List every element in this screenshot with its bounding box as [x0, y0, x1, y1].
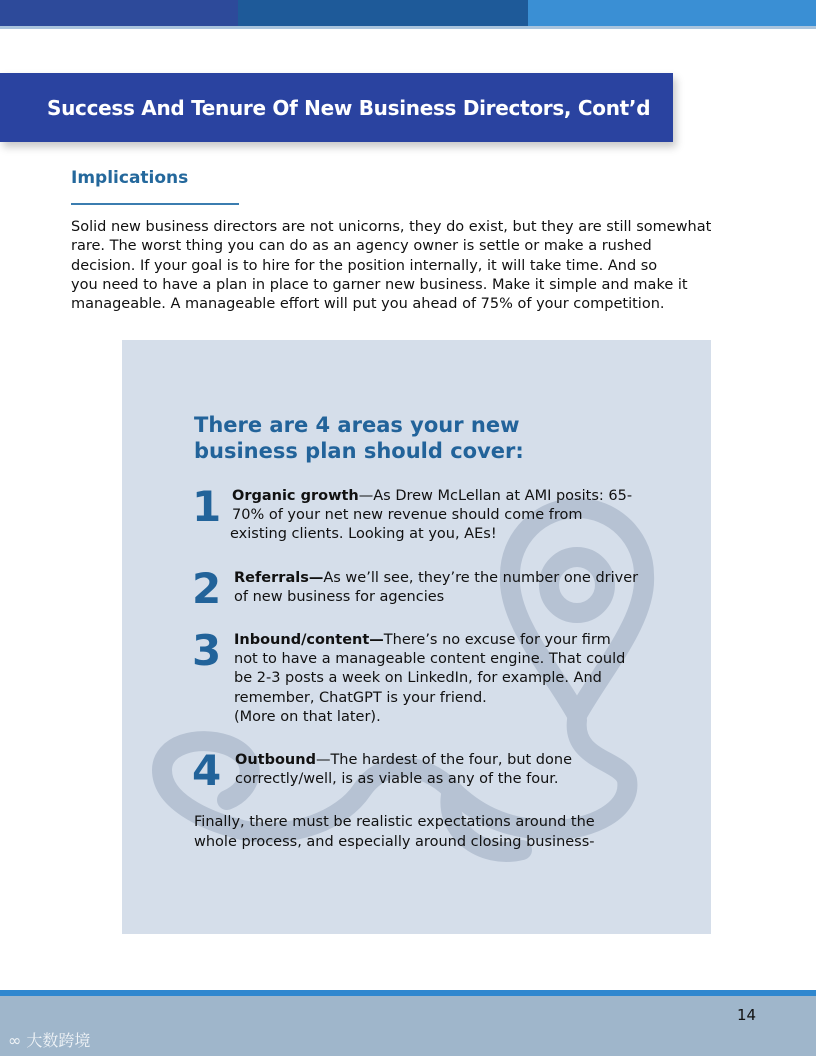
item-label: Inbound/content— [234, 632, 384, 648]
implications-heading: Implications [71, 168, 189, 188]
item-number-1: 1 [192, 482, 222, 531]
plan-heading [194, 412, 524, 464]
closing-line: whole process, and especially around closing business- [194, 833, 595, 850]
item-line: of new business for agencies [234, 589, 445, 606]
implications-paragraph [71, 218, 741, 314]
item-line: remember, ChatGPT is your friend. [234, 689, 487, 706]
item-label: Outbound [235, 752, 316, 768]
item-line: not to have a manageable content engine. That could [234, 651, 626, 668]
implications-underline [71, 203, 239, 205]
item-line: be 2-3 posts a week on LinkedIn, for example. And [234, 670, 602, 687]
item-label: Referrals— [234, 570, 324, 586]
paragraph-line: you need to have a plan in place to garner new business. Make it simple and make it [71, 276, 688, 293]
item-line: 70% of your net new revenue should come from [232, 507, 583, 524]
item-outbound [235, 751, 572, 789]
plan-heading-line: business plan should cover: [194, 439, 524, 463]
top-bar-segment-mid [238, 0, 528, 26]
paragraph-line: Solid new business directors are not unicorns, they do exist, but they are still somewhat [71, 219, 712, 235]
paragraph-line: manageable. A manageable effort will put you ahead of 75% of your competition. [71, 296, 665, 313]
watermark-icon: ∞ [8, 1031, 27, 1050]
paragraph-line: rare. The worst thing you can do as an agency owner is settle or make a rushed [71, 238, 652, 255]
top-bar-segment-dark [0, 0, 238, 26]
paragraph-line: decision. If your goal is to hire for the position internally, it will take time. And so [71, 257, 658, 274]
plan-heading-line: There are 4 areas your new [194, 413, 520, 437]
item-organic-growth [232, 487, 632, 545]
item-line: —The hardest of the four, but done [315, 752, 572, 768]
page-title: Success And Tenure Of New Business Directors, Cont’d [47, 96, 651, 120]
item-line: There’s no excuse for your firm [383, 632, 611, 648]
top-bar-segment-light [528, 0, 816, 26]
item-label: Organic growth [232, 488, 359, 504]
item-inbound-content [234, 631, 625, 727]
footer-bar [0, 996, 816, 1056]
item-line: —As Drew McLellan at AMI posits: 65- [358, 488, 633, 504]
top-color-bar [0, 0, 816, 26]
item-number-2: 2 [192, 564, 222, 613]
item-number-3: 3 [192, 626, 222, 675]
top-divider-line [0, 26, 816, 29]
item-line: existing clients. Looking at you, AEs! [230, 526, 497, 543]
watermark-text: 大数跨境 [26, 1031, 91, 1050]
closing-paragraph [194, 813, 595, 852]
item-referrals [234, 569, 638, 607]
item-line: correctly/well, is as viable as any of the four. [235, 771, 559, 788]
watermark-logo [8, 1028, 90, 1051]
title-banner [0, 73, 673, 142]
item-line: As we’ll see, they’re the number one driver [323, 570, 639, 586]
closing-line: Finally, there must be realistic expectations around the [194, 814, 595, 830]
item-line: (More on that later). [234, 708, 381, 725]
page-number: 14 [737, 1006, 757, 1024]
item-number-4: 4 [192, 746, 222, 795]
